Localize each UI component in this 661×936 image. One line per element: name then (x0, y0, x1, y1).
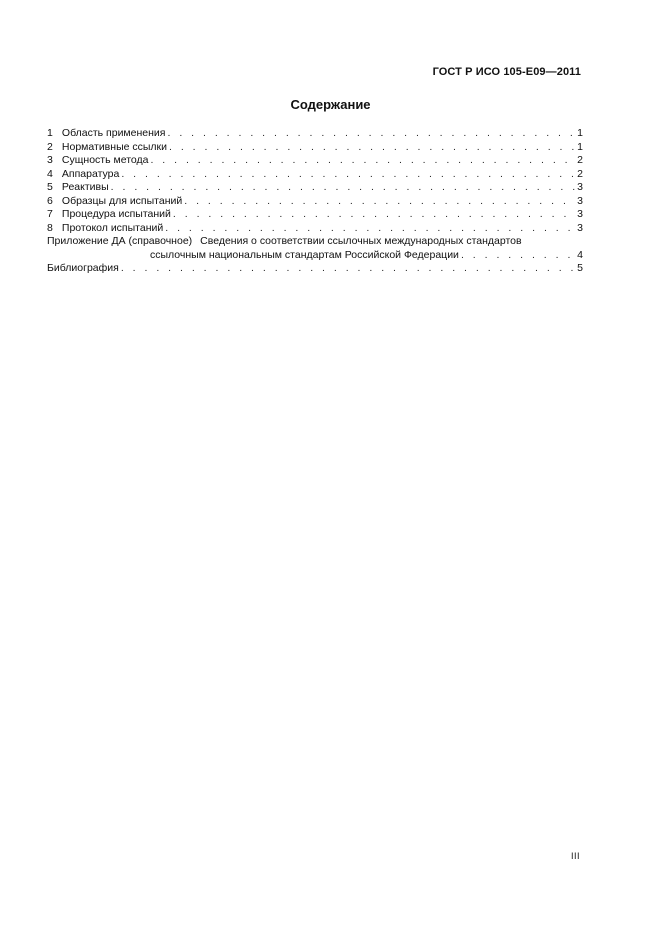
toc-entry-4[interactable] (47, 168, 583, 182)
toc-entry-number: 3 (47, 154, 53, 166)
table-of-contents (47, 127, 583, 276)
toc-entry-number: 5 (47, 181, 53, 193)
toc-entry-8[interactable] (47, 222, 583, 236)
toc-appendix-entry[interactable] (47, 235, 583, 249)
toc-entry-page: 5 (577, 262, 583, 274)
document-code: ГОСТ Р ИСО 105-E09—2011 (432, 66, 581, 78)
toc-entry-7[interactable] (47, 208, 583, 222)
toc-entry-5[interactable] (47, 181, 583, 195)
toc-entry-page: 3 (577, 208, 583, 220)
toc-entry-1[interactable] (47, 127, 583, 141)
leader-dots (184, 195, 575, 209)
appendix-title-line2: ссылочным национальным стандартам Российской Федерации (150, 248, 459, 261)
leader-dots (461, 249, 575, 263)
leader-dots (121, 262, 575, 276)
toc-entry-label: Нормативные ссылки (61, 140, 167, 153)
leader-dots (111, 181, 576, 195)
toc-entry-page: 1 (577, 127, 583, 139)
appendix-title-line1: Сведения о соответствии ссылочных международных стандартов (200, 235, 522, 247)
leader-dots (167, 127, 575, 141)
toc-title: Содержание (290, 97, 371, 112)
toc-entry-page: 2 (577, 167, 583, 180)
toc-entry-6[interactable] (47, 195, 583, 209)
toc-appendix-entry-continuation[interactable] (47, 249, 583, 263)
toc-entry-number: 8 (47, 221, 53, 234)
toc-entry-label: Образцы для испытаний (61, 194, 183, 207)
toc-entry-2[interactable] (47, 141, 583, 155)
leader-dots (150, 154, 575, 168)
toc-entry-label: Процедура испытаний (61, 208, 171, 220)
toc-entry-page: 3 (577, 194, 583, 207)
leader-dots (165, 222, 575, 236)
toc-entry-number: 7 (47, 208, 53, 220)
appendix-prefix: Приложение ДА (справочное) (47, 235, 193, 247)
toc-entry-label: Библиография (47, 262, 119, 274)
toc-entry-page: 3 (577, 181, 583, 193)
toc-entry-number: 6 (47, 194, 53, 207)
toc-entry-label: Сущность метода (61, 154, 149, 166)
leader-dots (173, 208, 575, 222)
toc-entry-page: 4 (577, 248, 583, 261)
toc-entry-page: 1 (577, 140, 583, 153)
toc-entry-page: 2 (577, 154, 583, 166)
leader-dots (121, 168, 575, 182)
toc-entry-number: 4 (47, 167, 53, 180)
page-number: III (570, 851, 580, 861)
toc-entry-label: Аппаратура (61, 167, 120, 180)
toc-entry-label: Область применения (61, 127, 166, 139)
leader-dots (169, 141, 575, 155)
toc-entry-bibliography[interactable] (47, 262, 583, 276)
toc-entry-label: Реактивы (61, 181, 109, 193)
toc-entry-number: 2 (47, 140, 53, 153)
toc-entry-3[interactable] (47, 154, 583, 168)
toc-entry-page: 3 (577, 221, 583, 234)
toc-entry-label: Протокол испытаний (61, 221, 164, 234)
toc-entry-number: 1 (47, 127, 53, 139)
